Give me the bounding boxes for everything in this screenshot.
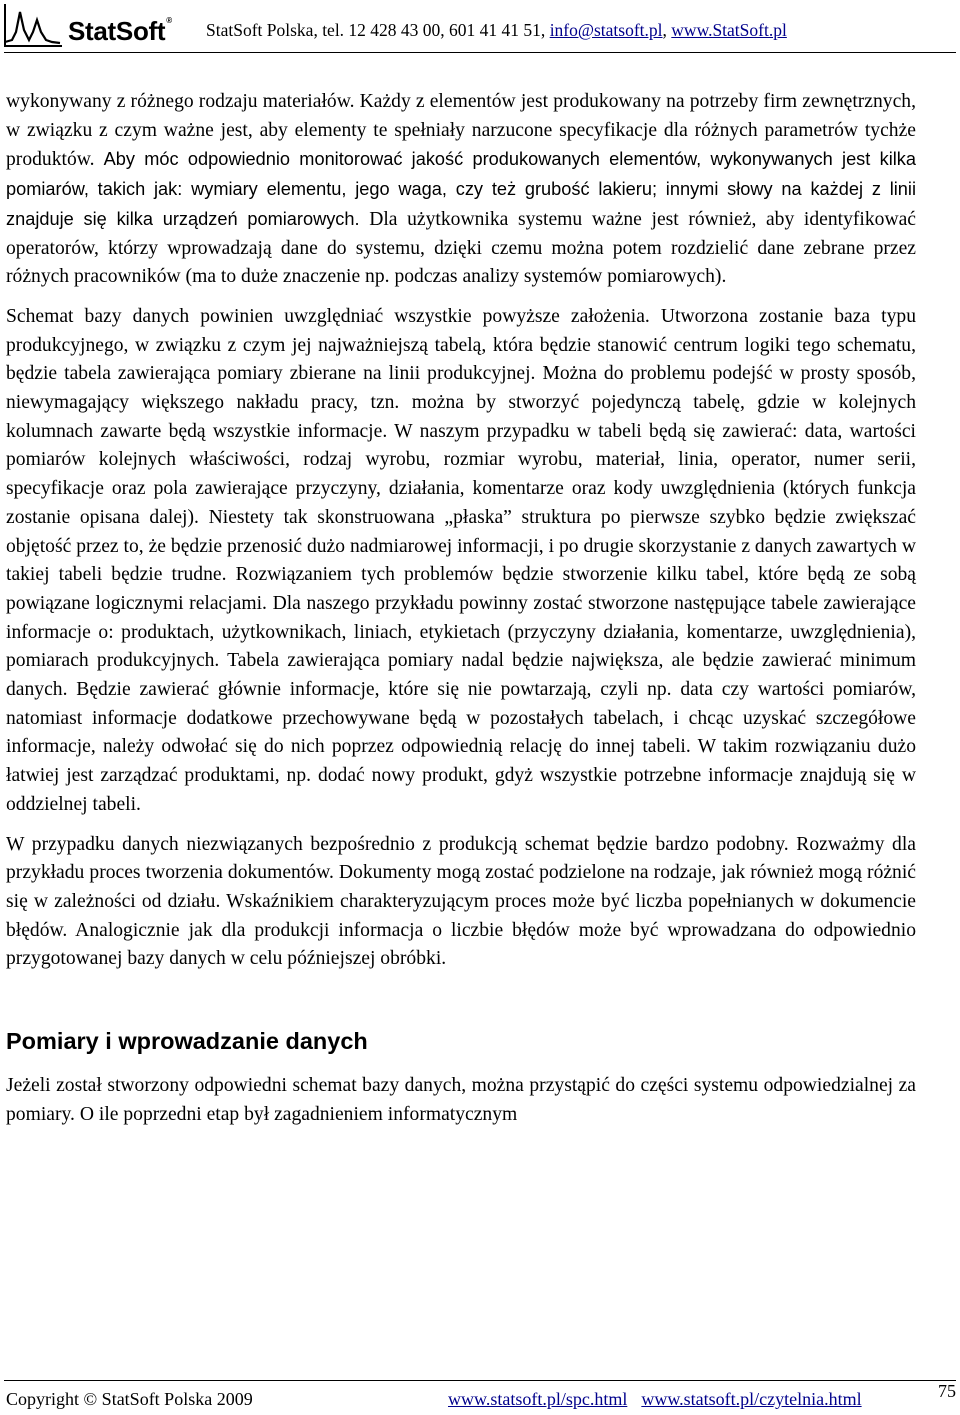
text-run: Dla użytkownika systemu ważne jest również, aby identyfikować operatorów, którzy wprowadzają dane do systemu, dzięki czemu można potem rozdzielić dane zebrane przez różnych pracowników (ma to duże znaczenie np. podczas analizy systemów pomiarowych). <box>6 208 916 288</box>
footer-links <box>448 1389 862 1410</box>
website-link[interactable]: www.StatSoft.pl <box>671 20 787 40</box>
text-run: Schemat bazy danych powinien uwzględniać wszystkie powyższe założenia. Utworzona zostanie baza typu produkcyjnego, w związku z czym jej najważniejszą tabelą, która będzie stanowić centrum logiki tego schematu, będzie tabela zawierająca pomiary zbierane na linii produkcyjnej. Można do problemu podejść w prosty sposób, niewymagający większego nakładu pracy, tzn. można by stworzyć pojedynczą tabelę, gdzie w kolejnych kolumnach zawarte będą wszystkie informacje. W naszym przypadku w tabeli będą się zawierać: data, wartości pomiarów kolejnych właściwości, rodzaj wyrobu, rozmiar wyrobu, materiał, linia, operator, numer serii, specyfikacje oraz pola zawierające przyczyny, działania, komentarze oraz kody uwzględnienia (których funkcja zostanie opisana dalej). Niestety tak skonstruowana „płaska” struktura po pierwsze szybko będzie zwiększać objętość przez to, że będzie przenosić dużo nadmiarowej informacji, i po drugie skorzystanie z danych zawartych w takiej tabeli będzie trudne. Rozwiązaniem tych problemów będzie stworzenie kilku tabel, które będą ze sobą powiązane logicznymi relacjami. Dla naszego przykładu powinny zostać stworzone następujące tabele zawierające informacje o: produktach, użytkownikach, liniach, etykietach (przyczyny działania, komentarze, uwzględnienia), pomiarach produkcyjnych. Tabela zawierająca pomiary nadal będzie największa, ale będzie zawierać minimum danych. Będzie zawierać głównie informacje, które się nie powtarzają, czyli np. data czy wartości pomiarów, natomiast informacje dodatkowe przechowywane będą w pozostałych tabelach, i chcąc uzyskać szczegółowe informacje, należy odwołać się do nich poprzez odpowiednią relację do innej tabeli. W takim rozwiązaniu dużo łatwiej jest zarządzać produktami, np. dodać nowy produkt, gdyż wszystkie potrzebne informacje znajdują się w oddzielnej tabeli. <box>6 305 916 815</box>
copyright-text: Copyright © StatSoft Polska 2009 <box>6 1389 253 1409</box>
email-link[interactable]: info@statsoft.pl <box>549 20 663 40</box>
paragraph-2 <box>6 303 916 820</box>
spc-link[interactable]: www.statsoft.pl/spc.html <box>448 1389 628 1409</box>
document-body <box>6 88 916 1130</box>
paragraph-1 <box>6 88 916 292</box>
paragraph-3 <box>6 831 916 975</box>
page-number: 75 <box>938 1381 956 1401</box>
text-run: W przypadku danych niezwiązanych bezpośrednio z produkcją schemat będzie bardzo podobny. Rozważmy dla przykładu proces tworzenia dokumentów. Dokumenty mogą zostać podzielone na rodzaje, jak również mogą różnić się w zależności od działu. Wskaźnikiem charakteryzującym proces może być liczba popełnianych w dokumencie błędów. Analogicznie jak dla produkcji informacja o liczbie błędów może być wprowadzana do odpowiednio przygotowanej bazy danych w celu późniejszej obróbki. <box>6 833 916 970</box>
text-run: Aby móc odpowiednio monitorować jakość produkowanych elementów, wykonywanych jest kilka pomiarów, takich jak: wymiary elementu, jego waga, czy też grubość lakieru; innymi słowy na każdej z linii znajduje się kilka urządzeń pomiarowych. <box>6 149 916 229</box>
czytelnia-link[interactable]: www.statsoft.pl/czytelnia.html <box>641 1389 862 1409</box>
page-header <box>0 0 960 60</box>
statsoft-logo <box>2 2 192 48</box>
brand-wordmark: StatSoft® <box>68 16 172 46</box>
text-run: wykonywany z różnego rodzaju materiałów. Każdy z elementów jest produkowany na potrzeby firm zewnętrznych, w związku z czym ważne jest, aby elementy te spełniały narzucone specyfikacje dla różnych parametrów tychże produktów. <box>6 91 916 171</box>
page-footer <box>4 1380 956 1415</box>
header-divider <box>4 52 956 53</box>
wave-chart-icon <box>2 2 66 48</box>
header-contact <box>206 20 787 41</box>
section-heading: Pomiary i wprowadzanie danych <box>6 1028 368 1055</box>
section-paragraph: Jeżeli został stworzony odpowiedni schemat bazy danych, można przystąpić do części systemu odpowiedzialnej za pomiary. O ile poprzedni etap był zagadnieniem informatycznym <box>6 1075 916 1125</box>
contact-text: StatSoft Polska, tel. 12 428 43 00, 601 41 41 51, <box>206 20 550 40</box>
contact-separator: , <box>662 20 672 40</box>
